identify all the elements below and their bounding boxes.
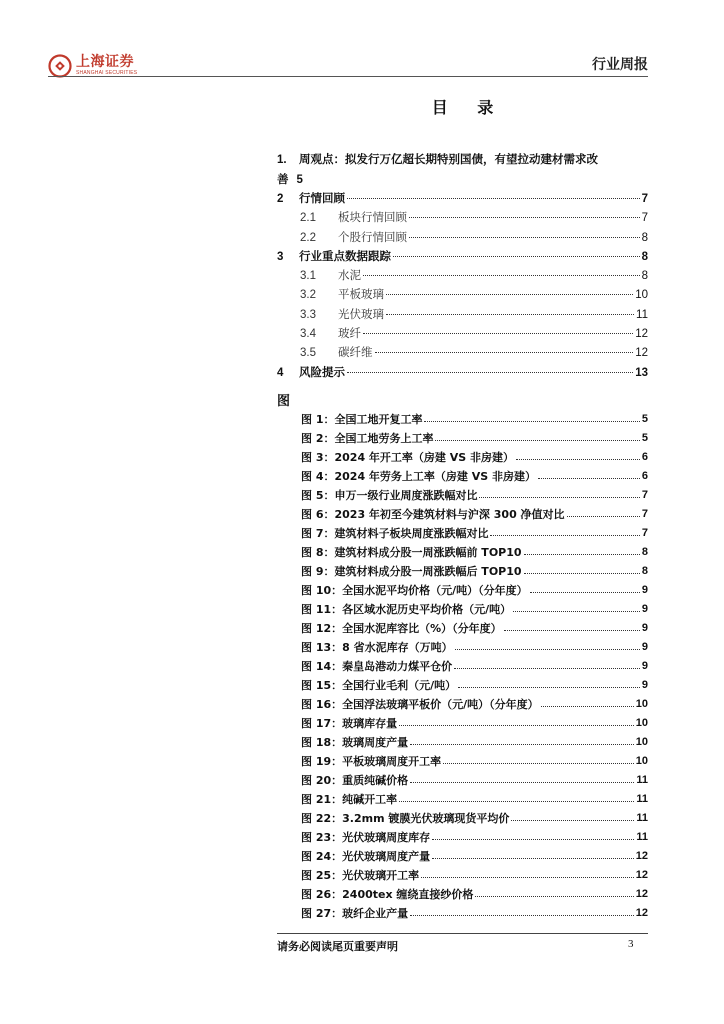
- figure-dot-leader: [513, 611, 640, 612]
- figure-entry-label: 图 25：光伏玻璃开工率: [301, 868, 420, 882]
- figure-dot-leader: [421, 877, 634, 878]
- figure-entry[interactable]: [301, 770, 648, 789]
- logo-english-name: SHANGHAI SECURITIES: [76, 70, 138, 76]
- figure-dot-leader: [567, 516, 640, 517]
- figure-entry-page: 8: [641, 545, 648, 558]
- figure-entry[interactable]: [301, 884, 648, 903]
- toc-entry-number: 3.4: [300, 328, 316, 341]
- figure-dot-leader: [458, 687, 640, 688]
- toc-entry[interactable]: [277, 364, 648, 383]
- toc-dot-leader: [409, 217, 640, 218]
- toc-entry-label: 板块行情回顾: [338, 210, 407, 225]
- toc-entry-number: 2.2: [300, 231, 316, 244]
- figure-list: [301, 409, 648, 922]
- figure-entry-label: 图 11：各区域水泥历史平均价格（元/吨）: [301, 602, 512, 616]
- figure-entry-page: 10: [635, 697, 648, 710]
- figure-entry-label: 图 15：全国行业毛利（元/吨）: [301, 678, 457, 692]
- shanghai-securities-logo-icon: [48, 54, 72, 78]
- figure-entry[interactable]: [301, 865, 648, 884]
- figure-dot-leader: [410, 744, 634, 745]
- toc-entry-page: 5: [296, 174, 303, 186]
- toc-entry[interactable]: [277, 325, 648, 344]
- toc-entry-label: 光伏玻璃: [338, 306, 384, 321]
- disclaimer-note: 请务必阅读尾页重要声明: [277, 940, 398, 953]
- figure-dot-leader: [399, 801, 634, 802]
- toc-dot-leader: [347, 372, 633, 373]
- logo-chinese-name: 上海证券: [76, 54, 134, 70]
- toc-dot-leader: [386, 294, 633, 295]
- figure-entry[interactable]: [301, 789, 648, 808]
- figure-entry[interactable]: [301, 808, 648, 827]
- toc-entry-label: 碳纤维: [338, 345, 373, 360]
- figure-entry-label: 图 21：纯碱开工率: [301, 792, 398, 806]
- figure-entry[interactable]: [301, 447, 648, 466]
- figure-dot-leader: [504, 630, 640, 631]
- toc-entry-number: 3.2: [300, 289, 316, 302]
- footer-divider: [277, 933, 648, 934]
- figure-entry-page: 10: [635, 735, 648, 748]
- figure-dot-leader: [432, 858, 634, 859]
- toc-entry-page: 11: [636, 308, 648, 321]
- figure-entry[interactable]: [301, 846, 648, 865]
- toc-entry-label: 玻纤: [338, 326, 361, 341]
- toc-entry[interactable]: [277, 209, 648, 228]
- figure-entry-label: 图 12：全国水泥库容比（%）（分年度）: [301, 621, 502, 635]
- toc-list: [277, 150, 648, 383]
- figure-entry[interactable]: [301, 409, 648, 428]
- figure-entry-page: 12: [635, 887, 648, 900]
- figure-entry-label: 图 17：玻璃库存量: [301, 716, 398, 730]
- toc-dot-leader: [386, 314, 634, 315]
- toc-entry[interactable]: [277, 190, 648, 209]
- figure-entry-page: 9: [641, 621, 648, 634]
- toc-dot-leader: [347, 198, 640, 199]
- figure-entry-label: 图 20：重质纯碱价格: [301, 773, 409, 787]
- figure-entry-page: 9: [641, 659, 648, 672]
- figure-entry-page: 9: [641, 640, 648, 653]
- figure-entry-page: 10: [635, 754, 648, 767]
- figure-dot-leader: [410, 915, 634, 916]
- figure-entry-label: 图 27：玻纤企业产量: [301, 906, 409, 920]
- figure-dot-leader: [454, 668, 640, 669]
- figure-entry[interactable]: [301, 523, 648, 542]
- page-header: [48, 50, 648, 84]
- figure-entry-label: 图 26：2400tex 缠绕直接纱价格: [301, 887, 474, 901]
- figure-dot-leader: [455, 649, 640, 650]
- toc-dot-leader: [409, 237, 640, 238]
- figure-entry[interactable]: [301, 504, 648, 523]
- toc-entry-label: 平板玻璃: [338, 287, 384, 302]
- figure-entry[interactable]: [301, 694, 648, 713]
- figure-entry[interactable]: [301, 827, 648, 846]
- figure-entry-page: 8: [641, 564, 648, 577]
- figure-entry[interactable]: [301, 542, 648, 561]
- figure-entry[interactable]: [301, 903, 648, 922]
- header-divider: [48, 76, 648, 77]
- toc-entry[interactable]: [277, 286, 648, 305]
- figure-dot-leader: [524, 573, 640, 574]
- figure-entry-label: 图 16：全国浮法玻璃平板价（元/吨）（分年度）: [301, 697, 539, 711]
- toc-entry-number: 2.1: [300, 212, 316, 225]
- figure-entry-page: 11: [636, 792, 648, 805]
- toc-dot-leader: [363, 333, 633, 334]
- toc-entry-page: 8: [641, 270, 648, 283]
- toc-entry-label: 行业重点数据跟踪: [299, 248, 391, 263]
- figure-entry[interactable]: [301, 580, 648, 599]
- figure-entry-label: 图 7：建筑材料子板块周度涨跌幅对比: [301, 526, 489, 540]
- figure-entry-page: 12: [635, 906, 648, 919]
- toc-entry-page: 7: [641, 212, 648, 225]
- toc-entry-label: 周观点：拟发行万亿超长期特别国债，有望拉动建材需求改: [299, 152, 598, 166]
- figure-entry-page: 5: [641, 412, 648, 425]
- figure-entry-label: 图 23：光伏玻璃周度库存: [301, 830, 431, 844]
- toc-entry-label: 行情回顾: [299, 191, 345, 205]
- figure-entry[interactable]: [301, 485, 648, 504]
- toc-entry-page: 10: [635, 289, 648, 302]
- toc-entry-page: 8: [641, 250, 648, 263]
- figure-entry-page: 7: [641, 507, 648, 520]
- figure-entry[interactable]: [301, 561, 648, 580]
- figure-entry-page: 11: [636, 830, 648, 843]
- figure-entry-page: 11: [636, 811, 648, 824]
- figure-entry-label: 图 5：申万一级行业周度涨跌幅对比: [301, 488, 478, 502]
- toc-entry-label: 水泥: [338, 268, 361, 283]
- figure-entry-label: 图 6：2023 年初至今建筑材料与沪深 300 净值对比: [301, 507, 565, 521]
- toc-dot-leader: [393, 256, 640, 257]
- figure-dot-leader: [511, 820, 634, 821]
- toc-entry-number: 3.3: [300, 308, 316, 321]
- figure-entry-label: 图 24：光伏玻璃周度产量: [301, 849, 431, 863]
- company-logo: [48, 54, 137, 84]
- figure-entry-page: 11: [636, 773, 648, 786]
- toc-entry[interactable]: [277, 344, 648, 363]
- figure-entry-label: 图 10：全国水泥平均价格（元/吨）（分年度）: [301, 583, 528, 597]
- figure-entry-page: 9: [641, 602, 648, 615]
- figure-dot-leader: [424, 421, 639, 422]
- figure-entry-label: 图 13：8 省水泥库存（万吨）: [301, 640, 453, 654]
- figure-entry-label: 图 3：2024 年开工率（房建 VS 非房建）: [301, 450, 515, 464]
- figure-entry-label: 图 14：秦皇岛港动力煤平仓价: [301, 659, 453, 673]
- figure-dot-leader: [435, 440, 639, 441]
- report-type-label: 行业周报: [592, 57, 648, 73]
- figure-dot-leader: [443, 763, 634, 764]
- figure-dot-leader: [475, 896, 633, 897]
- figure-list-title: 图: [277, 394, 291, 409]
- toc-entry-label-continued: 善: [277, 172, 289, 186]
- figure-entry-page: 9: [641, 678, 648, 691]
- figure-dot-leader: [538, 478, 640, 479]
- figure-dot-leader: [410, 782, 634, 783]
- toc-entry[interactable]: [277, 150, 648, 190]
- figure-entry-page: 12: [635, 868, 648, 881]
- toc-entry-number: 3.1: [300, 270, 316, 283]
- figure-entry-page: 6: [641, 450, 648, 463]
- toc-entry-number: 3: [277, 250, 284, 263]
- figure-dot-leader: [432, 839, 634, 840]
- figure-entry-page: 10: [635, 716, 648, 729]
- toc-entry-page: 12: [635, 347, 648, 360]
- toc-entry-number: 1.: [277, 154, 287, 166]
- toc-entry-page: 12: [635, 328, 648, 341]
- figure-entry-label: 图 18：玻璃周度产量: [301, 735, 409, 749]
- toc-entry-label: 风险提示: [299, 364, 345, 379]
- figure-dot-leader: [479, 497, 639, 498]
- figure-entry[interactable]: [301, 618, 648, 637]
- figure-entry-page: 7: [641, 488, 648, 501]
- toc-entry[interactable]: [277, 267, 648, 286]
- toc-entry-page: 8: [641, 231, 648, 244]
- figure-dot-leader: [399, 725, 634, 726]
- toc-entry-page: 13: [635, 366, 648, 379]
- figure-entry[interactable]: [301, 466, 648, 485]
- figure-dot-leader: [524, 554, 640, 555]
- figure-dot-leader: [530, 592, 640, 593]
- figure-entry[interactable]: [301, 428, 648, 447]
- figure-entry-label: 图 19：平板玻璃周度开工率: [301, 754, 442, 768]
- toc-dot-leader: [363, 275, 640, 276]
- figure-entry-label: 图 2：全国工地劳务上工率: [301, 431, 434, 445]
- page-number: 3: [628, 938, 634, 950]
- figure-entry-page: 6: [641, 469, 648, 482]
- figure-entry-label: 图 1：全国工地开复工率: [301, 412, 423, 426]
- figure-entry[interactable]: [301, 751, 648, 770]
- figure-entry-label: 图 4：2024 年劳务上工率（房建 VS 非房建）: [301, 469, 537, 483]
- figure-dot-leader: [516, 459, 640, 460]
- toc-title: 目 录: [431, 98, 506, 117]
- toc-dot-leader: [375, 352, 634, 353]
- figure-entry-page: 5: [641, 431, 648, 444]
- toc-entry[interactable]: [277, 306, 648, 325]
- figure-dot-leader: [541, 706, 634, 707]
- table-of-contents: [277, 95, 648, 383]
- toc-entry[interactable]: [277, 229, 648, 248]
- figure-entry-page: 9: [641, 583, 648, 596]
- figure-entry[interactable]: [301, 637, 648, 656]
- toc-entry-number: 3.5: [300, 347, 316, 360]
- figure-entry-page: 7: [641, 526, 648, 539]
- figure-entry-label: 图 22：3.2mm 镀膜光伏玻璃现货平均价: [301, 811, 510, 825]
- figure-dot-leader: [490, 535, 639, 536]
- figure-entry-label: 图 9：建筑材料成分股一周涨跌幅后 TOP10: [301, 564, 522, 578]
- toc-entry[interactable]: [277, 248, 648, 267]
- figure-entry-label: 图 8：建筑材料成分股一周涨跌幅前 TOP10: [301, 545, 522, 559]
- figure-entry[interactable]: [301, 732, 648, 751]
- figure-entry[interactable]: [301, 713, 648, 732]
- figure-entry-page: 12: [635, 849, 648, 862]
- figure-entry[interactable]: [301, 656, 648, 675]
- toc-entry-number: 2: [277, 193, 284, 205]
- toc-entry-page: 7: [641, 193, 648, 205]
- toc-entry-label: 个股行情回顾: [338, 229, 407, 244]
- figure-entry[interactable]: [301, 675, 648, 694]
- toc-entry-number: 4: [277, 366, 284, 379]
- figure-entry[interactable]: [301, 599, 648, 618]
